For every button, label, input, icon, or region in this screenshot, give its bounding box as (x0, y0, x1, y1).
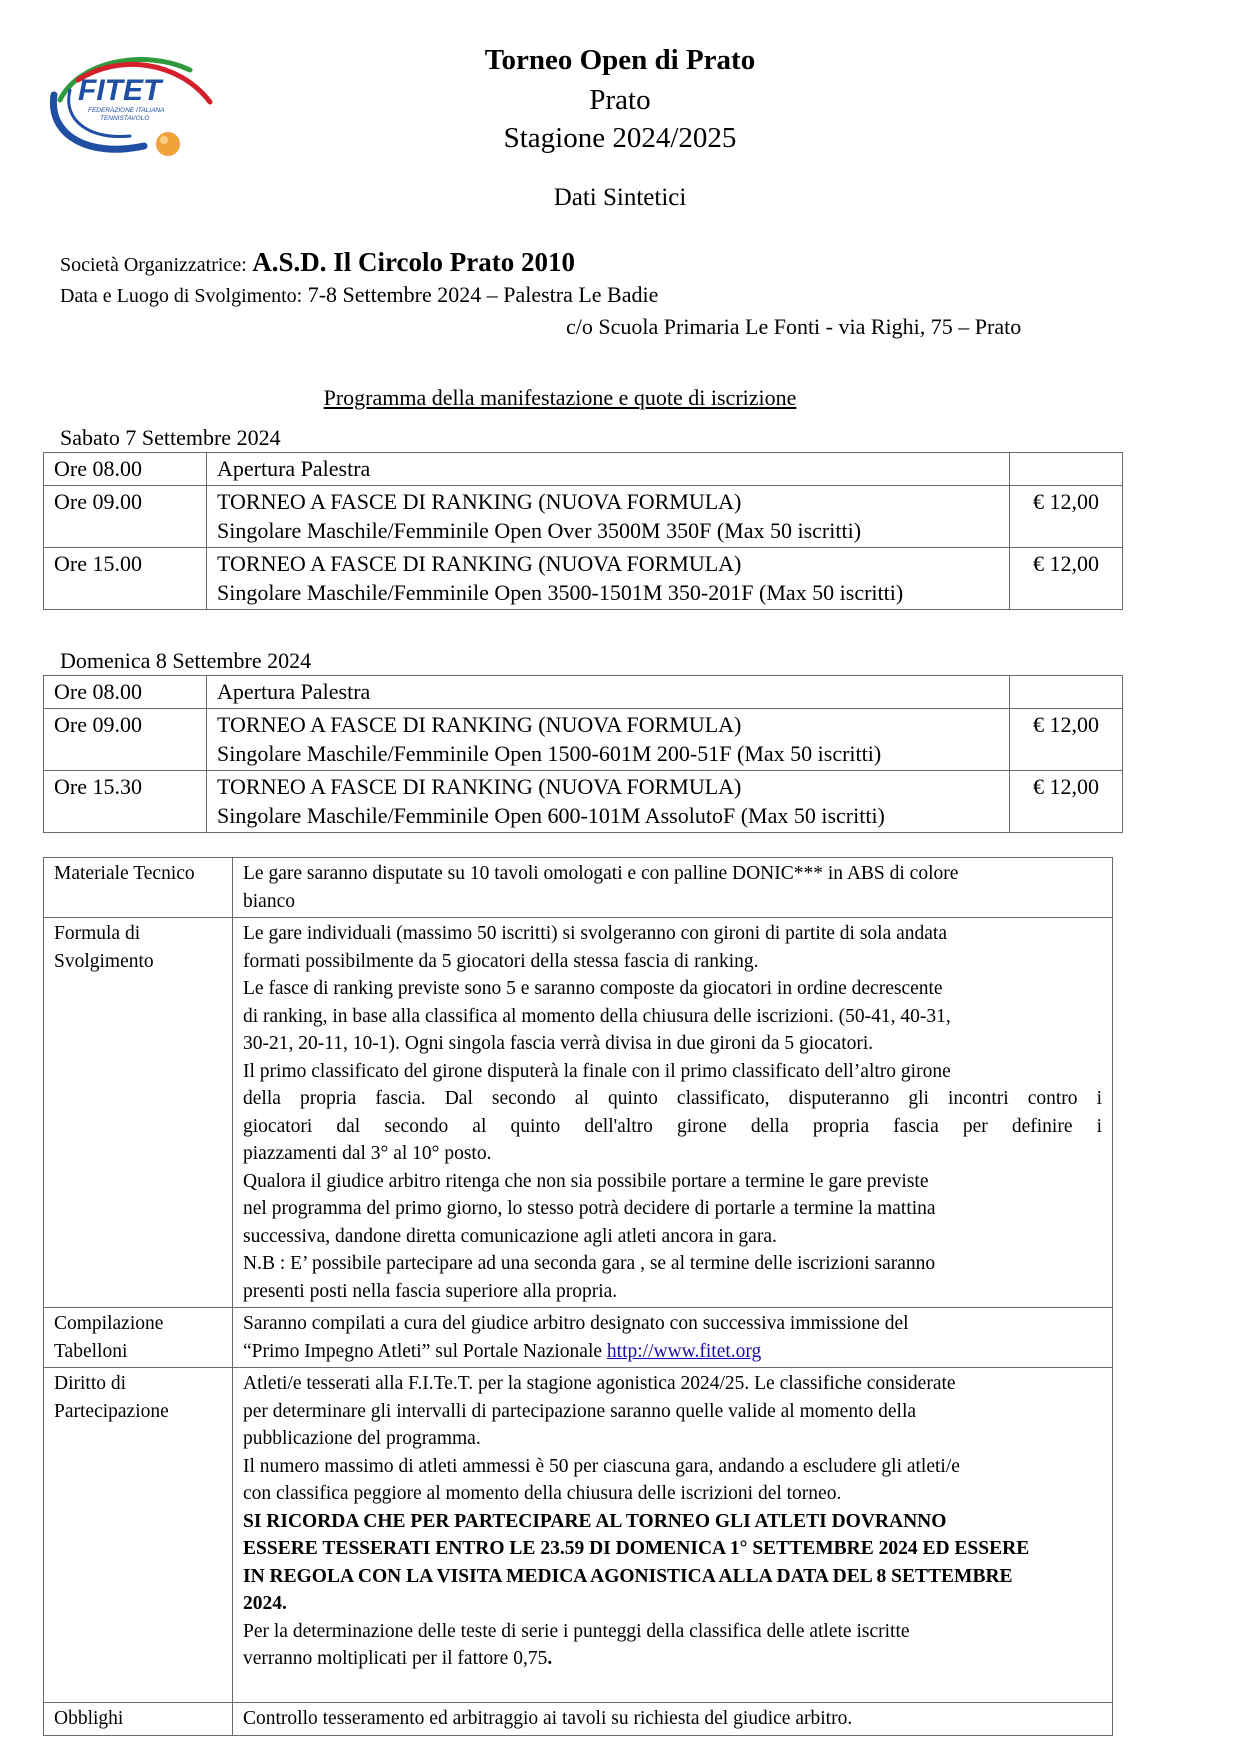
event-line2: Singolare Maschile/Femminile Open 1500-601M 200-51F (Max 50 iscritti) (217, 741, 882, 766)
time-cell: Ore 09.00 (44, 709, 207, 771)
info-line: con classifica peggiore al momento della chiusura delle iscrizioni del torneo. (243, 1483, 842, 1504)
info-line: successiva, dandone diretta comunicazione agli atleti ancora in gara. (243, 1225, 777, 1247)
event-cell (207, 771, 1010, 833)
table-row (44, 771, 1123, 833)
event-line1: TORNEO A FASCE DI RANKING (NUOVA FORMULA) (217, 712, 742, 737)
sunday-label: Domenica 8 Settembre 2024 (60, 648, 312, 673)
info-row-obblighi (44, 1703, 1113, 1736)
info-line: bianco (243, 890, 295, 912)
info-key-line: Compilazione (54, 1313, 164, 1334)
info-key (44, 1308, 233, 1368)
info-line-bold: SI RICORDA CHE PER PARTECIPARE AL TORNEO GLI ATLETI DOVRANNO (243, 1510, 947, 1532)
info-line-period: . (547, 1648, 553, 1669)
event-line1: TORNEO A FASCE DI RANKING (NUOVA FORMULA) (217, 551, 742, 576)
info-key-line: Partecipazione (54, 1400, 169, 1422)
event-line1: Apertura Palestra (217, 456, 371, 481)
fee-cell (1010, 453, 1123, 486)
event-line2: Singolare Maschile/Femminile Open 600-101M AssolutoF (Max 50 iscritti) (217, 803, 885, 828)
document-subtitle: Prato (589, 84, 651, 116)
fee-cell: € 12,00 (1010, 771, 1123, 833)
info-line: Atleti/e tesserati alla F.I.Te.T. per la stagione agonistica 2024/25. Le classifiche considerate (243, 1373, 956, 1394)
info-line: 30-21, 20-11, 10-1). Ogni singola fascia verrà divisa in due gironi da 5 giocatori. (243, 1033, 874, 1054)
info-line: piazzamenti dal 3° al 10° posto. (243, 1143, 492, 1164)
organizer-line (60, 247, 575, 278)
info-line-text: “Primo Impegno Atleti” sul Portale Nazionale (243, 1340, 607, 1362)
info-line-text: verranno moltiplicati per il fattore 0,75 (243, 1648, 548, 1669)
info-row-compilazione (44, 1308, 1113, 1368)
fee-cell (1010, 676, 1123, 709)
time-cell: Ore 09.00 (44, 486, 207, 548)
info-blank-line (243, 1673, 1102, 1701)
info-line: giocatori dal secondo al quinto dell'altro girone della propria fascia per definire i (243, 1115, 1102, 1137)
info-line: Saranno compilati a cura del giudice arbitro designato con successiva immissione del (243, 1313, 909, 1334)
event-cell (207, 453, 1010, 486)
fee-cell: € 12,00 (1010, 548, 1123, 610)
info-key: Obblighi (44, 1703, 233, 1736)
event-line2: Singolare Maschile/Femminile Open Over 3500M 350F (Max 50 iscritti) (217, 518, 862, 543)
event-line1: Apertura Palestra (217, 679, 371, 704)
info-key (44, 1368, 233, 1703)
info-key-line: Svolgimento (54, 950, 154, 972)
date-place-label: Data e Luogo di Svolgimento: (60, 285, 303, 307)
info-line: Qualora il giudice arbitro ritenga che non sia possibile portare a termine le gare previste (243, 1170, 929, 1192)
info-value (233, 918, 1113, 1308)
table-row (44, 709, 1123, 771)
program-heading: Programma della manifestazione e quote di iscrizione (323, 385, 797, 410)
info-line: di ranking, in base alla classifica al momento della chiusura delle iscrizioni. (50-41, 40-31, (243, 1005, 951, 1027)
info-line: della propria fascia. Dal secondo al quinto classificato, disputeranno gli incontri contro i (243, 1088, 1102, 1109)
time-cell: Ore 08.00 (44, 453, 207, 486)
info-line-bold: ESSERE TESSERATI ENTRO LE 23.59 DI DOMENICA 1° SETTEMBRE 2024 ED ESSERE (243, 1538, 1030, 1559)
info-line: presenti posti nella fascia superiore alla propria. (243, 1280, 618, 1302)
info-value (233, 1308, 1113, 1368)
event-line2: Singolare Maschile/Femminile Open 3500-1501M 350-201F (Max 50 iscritti) (217, 580, 904, 605)
info-line: Il numero massimo di atleti ammessi è 50 per ciascuna gara, andando a escludere gli atleti/e (243, 1455, 960, 1477)
info-key: Materiale Tecnico (44, 858, 233, 918)
table-row (44, 676, 1123, 709)
info-row-diritto (44, 1368, 1113, 1703)
date-place-value: 7-8 Settembre 2024 – Palestra Le Badie (307, 282, 659, 307)
saturday-schedule-table (43, 452, 1123, 610)
info-line (243, 1645, 1102, 1673)
time-cell: Ore 08.00 (44, 676, 207, 709)
info-line: Il primo classificato del girone disputerà la finale con il primo classificato dell’altro girone (243, 1060, 951, 1082)
organizer-value: A.S.D. Il Circolo Prato 2010 (252, 247, 575, 277)
event-cell (207, 486, 1010, 548)
info-value (233, 858, 1113, 918)
info-line: N.B : E’ possibile partecipare ad una seconda gara , se al termine delle iscrizioni saranno (243, 1253, 936, 1274)
info-line-bold: 2024. (243, 1593, 287, 1614)
sunday-schedule-table (43, 675, 1123, 833)
document-title: Torneo Open di Prato (484, 44, 756, 76)
fee-cell: € 12,00 (1010, 486, 1123, 548)
info-key (44, 918, 233, 1308)
venue-address: c/o Scuola Primaria Le Fonti - via Righi, 75 – Prato (566, 314, 1022, 339)
info-line: formati possibilmente da 5 giocatori della stessa fascia di ranking. (243, 950, 759, 972)
info-line: nel programma del primo giorno, lo stesso potrà decidere di portarle a termine la mattina (243, 1198, 936, 1219)
table-row (44, 486, 1123, 548)
event-cell (207, 709, 1010, 771)
logo-subtext-2: TENNISTAVOLO (100, 115, 150, 122)
time-cell: Ore 15.30 (44, 771, 207, 833)
date-place-line (60, 282, 658, 308)
info-line: Le gare saranno disputate su 10 tavoli omologati e con palline DONIC*** in ABS di colore (243, 863, 959, 884)
event-line1: TORNEO A FASCE DI RANKING (NUOVA FORMULA) (217, 489, 742, 514)
event-cell (207, 676, 1010, 709)
info-line: Per la determinazione delle teste di serie i punteggi della classifica delle atlete iscritte (243, 1620, 910, 1642)
info-key-line: Diritto di (54, 1373, 127, 1394)
logo-text: FITET (78, 74, 162, 107)
info-table (43, 857, 1113, 1736)
info-row-formula (44, 918, 1113, 1308)
time-cell: Ore 15.00 (44, 548, 207, 610)
info-line: Le fasce di ranking previste sono 5 e saranno composte da giocatori in ordine decrescente (243, 978, 943, 999)
info-line: pubblicazione del programma. (243, 1428, 481, 1449)
info-row-materiale (44, 858, 1113, 918)
fee-cell: € 12,00 (1010, 709, 1123, 771)
document-season: Stagione 2024/2025 (503, 122, 737, 154)
info-key-line: Formula di (54, 923, 141, 944)
event-cell (207, 548, 1010, 610)
info-line (243, 1338, 1102, 1366)
fitet-website-link[interactable]: http://www.fitet.org (606, 1340, 762, 1362)
table-row (44, 453, 1123, 486)
info-value (233, 1368, 1113, 1703)
info-key-line: Tabelloni (54, 1340, 128, 1362)
saturday-label: Sabato 7 Settembre 2024 (60, 425, 281, 450)
summary-heading: Dati Sintetici (553, 184, 687, 211)
event-line1: TORNEO A FASCE DI RANKING (NUOVA FORMULA) (217, 774, 742, 799)
logo-subtext-1: FEDERAZIONE ITALIANA (88, 107, 165, 114)
info-line: Le gare individuali (massimo 50 iscritti) si svolgeranno con gironi di partite di sola andata (243, 923, 947, 944)
info-line: per determinare gli intervalli di partecipazione saranno quelle valide al momento della (243, 1400, 917, 1422)
table-row (44, 548, 1123, 610)
info-line-bold: IN REGOLA CON LA VISITA MEDICA AGONISTICA ALLA DATA DEL 8 SETTEMBRE (243, 1565, 1013, 1587)
organizer-label: Società Organizzatrice: (60, 254, 247, 276)
info-value: Controllo tesseramento ed arbitraggio ai tavoli su richiesta del giudice arbitro. (233, 1703, 1113, 1736)
